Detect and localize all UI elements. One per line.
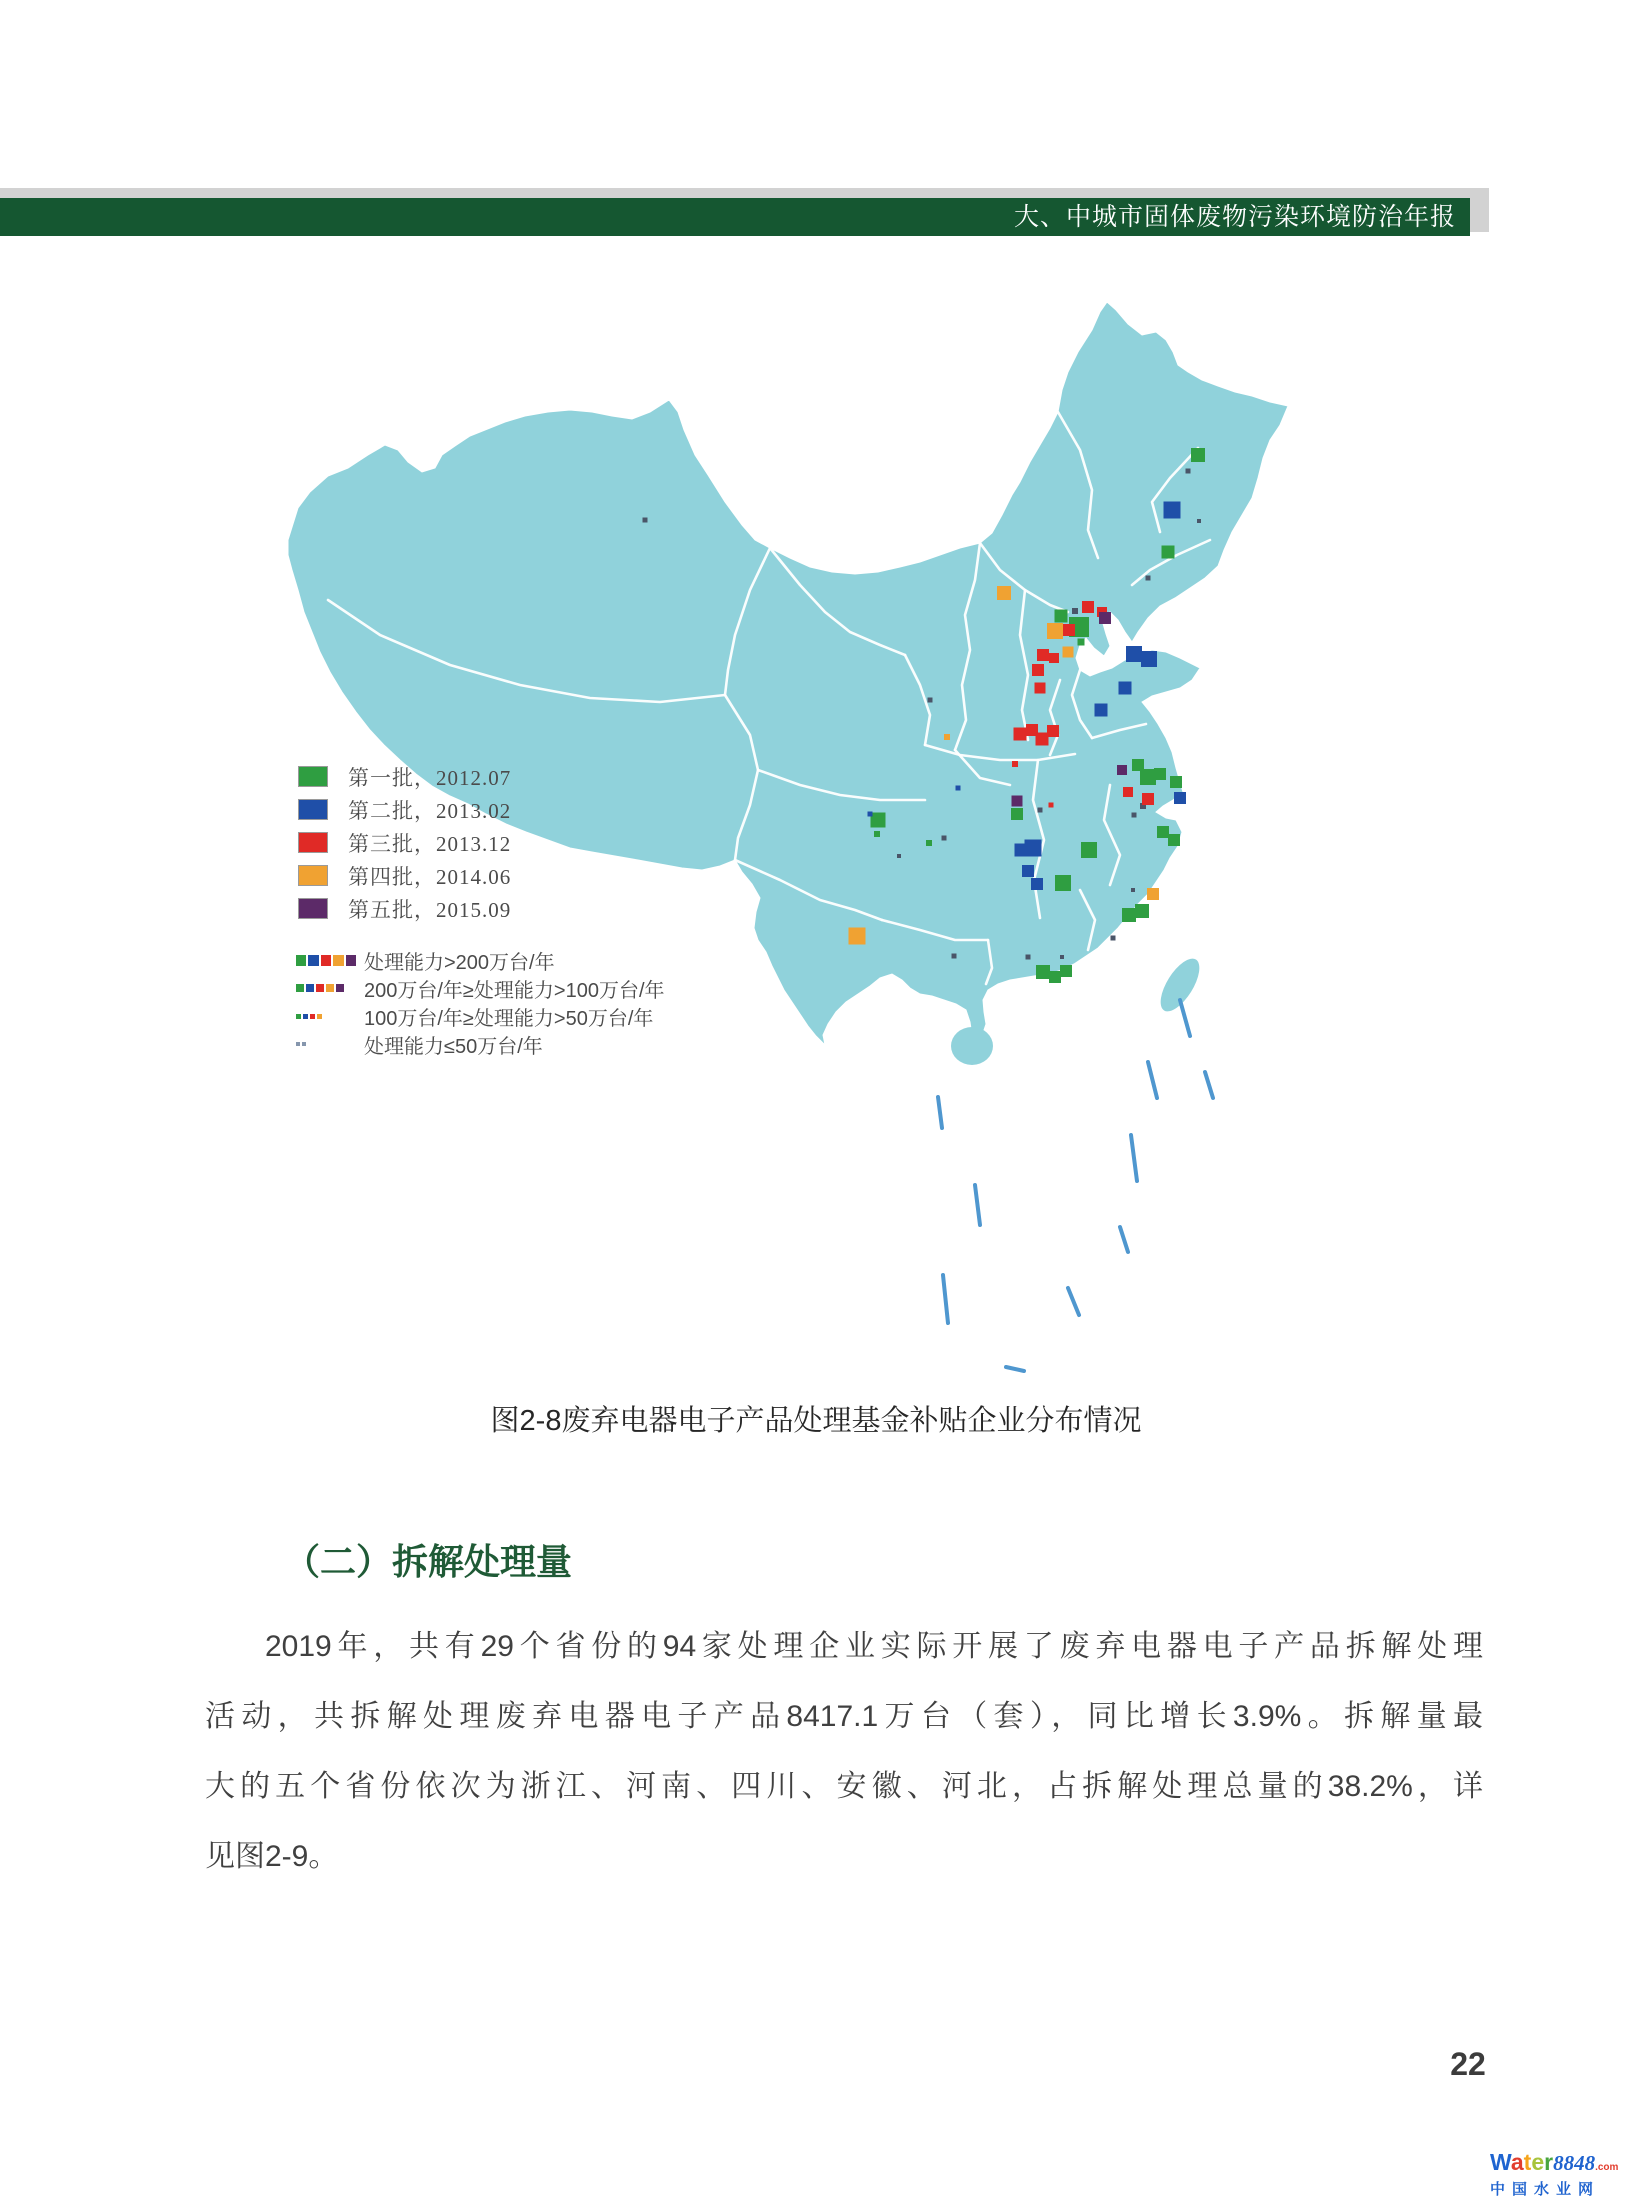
- capacity-color-swatch: [296, 1014, 301, 1019]
- map-marker: [1012, 796, 1023, 807]
- map-marker: [944, 734, 950, 740]
- map-marker: [1168, 834, 1180, 846]
- batch-legend-item: [298, 760, 511, 793]
- batch-legend-label: 第三批，2013.12: [348, 831, 512, 856]
- map-marker: [1174, 792, 1186, 804]
- watermark-letter: t: [1523, 2149, 1532, 2175]
- map-marker: [952, 954, 957, 959]
- capacity-legend-label: 200万台/年≥处理能力>100万台/年: [364, 979, 665, 1002]
- watermark-letter: a: [1510, 2149, 1524, 2175]
- map-marker: [956, 786, 961, 791]
- capacity-color-swatch: [308, 955, 318, 966]
- map-marker: [1035, 683, 1046, 694]
- map-marker: [1060, 965, 1072, 977]
- map-marker: [874, 831, 880, 837]
- capacity-color-swatch: [326, 984, 334, 992]
- batch-legend-label: 第二批，2013.02: [348, 798, 512, 823]
- page-header-bar: [0, 198, 1470, 236]
- capacity-color-swatch: [316, 984, 324, 992]
- capacity-color-swatch: [296, 955, 306, 966]
- taiwan-island-shape: [1153, 953, 1207, 1018]
- map-marker: [1147, 888, 1159, 900]
- batch-color-swatch: [298, 766, 328, 787]
- paragraph-line: 2019年，共有29个省份的94家处理企业实际开展了废弃电器电子产品拆解处理: [265, 1630, 1483, 1663]
- capacity-swatch-group: [296, 955, 358, 966]
- capacity-legend-label: 处理能力≤50万台/年: [364, 1035, 543, 1058]
- map-marker: [1026, 955, 1031, 960]
- paragraph-line: 活动，共拆解处理废弃电器电子产品8417.1万台（套），同比增长3.9%。拆解量最: [205, 1700, 1483, 1733]
- map-marker: [1197, 519, 1201, 523]
- capacity-legend-label: 处理能力>200万台/年: [364, 951, 555, 974]
- capacity-legend-item: [296, 1030, 665, 1058]
- watermark-letter: r: [1544, 2149, 1554, 2175]
- map-marker: [997, 586, 1011, 600]
- map-marker: [1049, 653, 1059, 663]
- map-marker: [643, 518, 648, 523]
- map-marker: [1049, 803, 1054, 808]
- china-mainland-shape: [288, 302, 1288, 1046]
- map-marker: [1036, 733, 1049, 746]
- map-marker: [1011, 808, 1023, 820]
- batch-legend-label: 第五批，2015.09: [348, 897, 512, 922]
- map-marker: [871, 813, 886, 828]
- map-marker: [1140, 769, 1156, 785]
- watermark-dot-com: .com: [1595, 2162, 1619, 2173]
- nine-dash-segment: [975, 1185, 980, 1225]
- map-marker: [1060, 955, 1064, 959]
- map-marker: [1186, 469, 1191, 474]
- map-marker: [1081, 842, 1097, 858]
- map-marker: [1082, 601, 1094, 613]
- map-marker: [1164, 502, 1181, 519]
- capacity-color-swatch: [303, 1014, 308, 1019]
- map-marker: [1122, 908, 1136, 922]
- batch-legend-item: [298, 826, 511, 859]
- map-marker: [928, 698, 933, 703]
- capacity-swatch-group: [296, 1014, 358, 1019]
- batch-legend-item: [298, 793, 511, 826]
- capacity-color-swatch: [296, 984, 304, 992]
- capacity-color-swatch: [306, 984, 314, 992]
- map-marker: [1014, 728, 1027, 741]
- map-marker: [1117, 765, 1127, 775]
- capacity-legend-item: [296, 1002, 665, 1030]
- batch-legend-label: 第四批，2014.06: [348, 864, 512, 889]
- map-marker: [1119, 682, 1132, 695]
- page-header-title: 大、中城市固体废物污染环境防治年报: [1013, 203, 1456, 231]
- map-marker: [1099, 612, 1111, 624]
- capacity-color-swatch: [296, 1042, 300, 1046]
- map-marker: [1037, 649, 1049, 661]
- map-marker: [1162, 546, 1175, 559]
- map-marker: [1157, 826, 1169, 838]
- batch-color-swatch: [298, 898, 328, 919]
- map-marker: [1126, 646, 1142, 662]
- nine-dash-segment: [1180, 1000, 1190, 1036]
- paragraph-line: 见图2-9。: [205, 1840, 339, 1873]
- nine-dash-segment: [1131, 1135, 1137, 1181]
- body-paragraph: [205, 1612, 1483, 1892]
- nine-dash-segment: [1148, 1062, 1157, 1098]
- capacity-color-swatch: [333, 955, 343, 966]
- map-marker: [1025, 840, 1042, 857]
- capacity-color-swatch: [346, 955, 356, 966]
- nine-dash-segment: [1205, 1072, 1213, 1098]
- map-marker: [1022, 865, 1034, 877]
- map-marker: [1146, 576, 1151, 581]
- map-marker: [1135, 904, 1149, 918]
- batch-legend-item: [298, 892, 511, 925]
- batch-legend-item: [298, 859, 511, 892]
- batch-color-swatch: [298, 832, 328, 853]
- map-marker: [868, 812, 873, 817]
- figure-caption: 图2-8废弃电器电子产品处理基金补贴企业分布情况: [490, 1405, 1142, 1437]
- map-marker: [897, 854, 901, 858]
- watermark-letter: e: [1531, 2149, 1545, 2175]
- map-marker: [1012, 761, 1018, 767]
- nine-dash-segment: [938, 1097, 942, 1128]
- capacity-color-swatch: [302, 1042, 306, 1046]
- china-distribution-map-figure: [280, 240, 1300, 1390]
- map-marker: [1142, 793, 1154, 805]
- batch-legend: [298, 760, 511, 925]
- map-marker: [849, 928, 866, 945]
- map-marker: [1055, 875, 1071, 891]
- capacity-swatch-group: [296, 1042, 358, 1046]
- capacity-color-swatch: [336, 984, 344, 992]
- map-marker: [1032, 664, 1044, 676]
- capacity-color-swatch: [321, 955, 331, 966]
- map-marker: [1031, 878, 1043, 890]
- map-marker: [1072, 608, 1078, 614]
- nine-dash-segment: [943, 1275, 948, 1323]
- watermark-logo: [1490, 2150, 1632, 2200]
- map-marker: [1038, 808, 1043, 813]
- map-marker: [1132, 813, 1137, 818]
- capacity-legend-item: [296, 946, 665, 974]
- map-marker: [1095, 704, 1108, 717]
- map-marker: [1078, 639, 1085, 646]
- section-heading: （二）拆解处理量: [284, 1541, 573, 1582]
- hainan-island-shape: [951, 1027, 993, 1065]
- map-marker: [1055, 610, 1068, 623]
- map-marker: [1170, 776, 1182, 788]
- batch-color-swatch: [298, 865, 328, 886]
- capacity-color-swatch: [317, 1014, 322, 1019]
- map-marker: [1049, 971, 1061, 983]
- map-marker: [1036, 965, 1050, 979]
- capacity-legend-label: 100万台/年≥处理能力>50万台/年: [364, 1007, 654, 1030]
- capacity-legend-item: [296, 974, 665, 1002]
- paragraph-line: 大的五个省份依次为浙江、河南、四川、安徽、河北，占拆解处理总量的38.2%，详: [205, 1770, 1483, 1803]
- map-marker: [1063, 624, 1075, 636]
- capacity-legend: [296, 946, 665, 1058]
- map-marker: [1191, 448, 1205, 462]
- page-number: 22: [1450, 2046, 1486, 2082]
- map-marker: [1123, 787, 1133, 797]
- nine-dash-segment: [1120, 1227, 1128, 1252]
- nine-dash-segment: [1068, 1288, 1079, 1315]
- batch-legend-label: 第一批，2012.07: [348, 765, 512, 790]
- map-marker: [1141, 651, 1157, 667]
- watermark-letter: W: [1490, 2149, 1511, 2175]
- watermark-number: 8848: [1553, 2151, 1596, 2175]
- map-marker: [1131, 888, 1135, 892]
- map-marker: [926, 840, 932, 846]
- map-marker: [942, 836, 947, 841]
- watermark-wordmark: [1490, 2150, 1632, 2180]
- map-marker: [1154, 768, 1166, 780]
- watermark-subtitle: 中国水业网: [1490, 2181, 1601, 2198]
- map-marker: [1111, 936, 1116, 941]
- map-marker: [1047, 623, 1063, 639]
- map-marker: [1063, 647, 1074, 658]
- batch-color-swatch: [298, 799, 328, 820]
- map-marker: [1047, 725, 1059, 737]
- nine-dash-segment: [1006, 1367, 1024, 1371]
- capacity-color-swatch: [310, 1014, 315, 1019]
- capacity-swatch-group: [296, 984, 358, 992]
